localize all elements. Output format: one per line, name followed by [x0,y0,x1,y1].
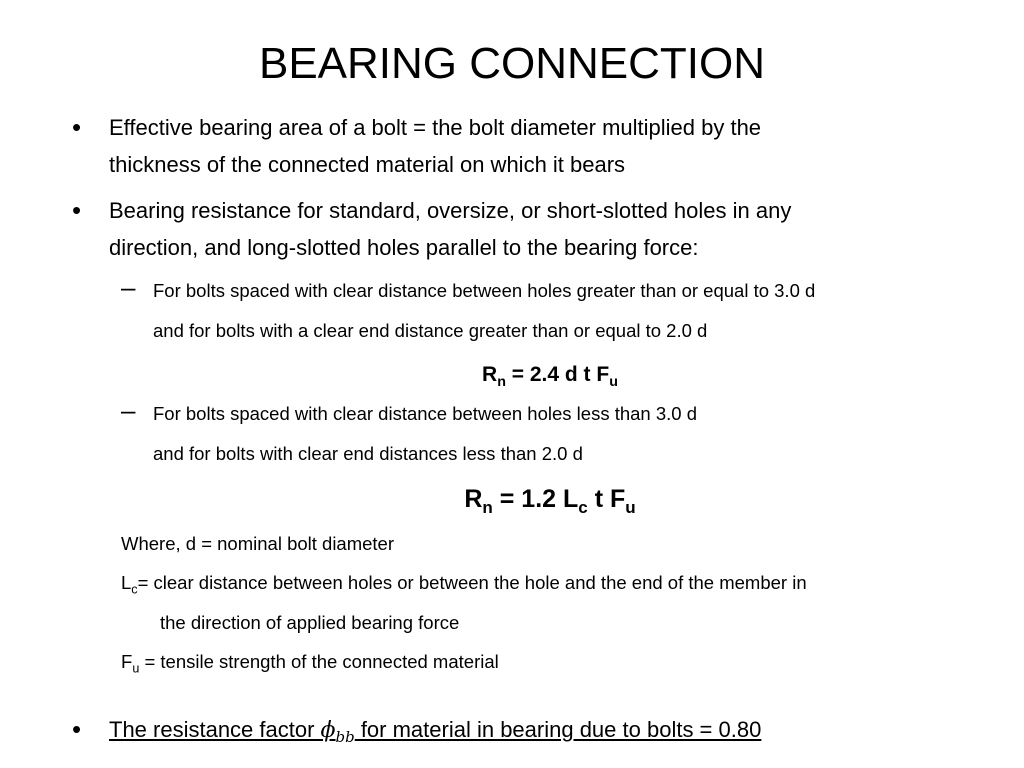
subitem-large-spacing [121,271,1013,351]
subitem-line: For bolts spaced with clear distance between holes greater than or equal to 3.0 d [153,280,816,301]
resistance-factor-text [109,717,762,747]
resistance-factor-text-after: for material in bearing due to bolts = 0.80 [354,717,762,742]
formula-symbol: R [482,363,498,386]
subitem-line: and for bolts with a clear end distance greater than or equal to 2.0 d [153,320,708,341]
resistance-factor-text-before: The resistance factor [109,717,321,742]
where-fu-definition [121,650,499,674]
formula-text: t F [587,485,626,513]
bullet-dot: • [72,714,82,744]
bullet-dot: • [72,112,82,142]
definition-subscript: u [132,661,140,676]
where-lc-definition-continued: the direction of applied bearing force [160,612,460,633]
bullet-line: Effective bearing area of a bolt = the bolt diameter multiplied by the [109,115,762,140]
definition-subscript: c [131,582,138,597]
formula-rn-1-2 [400,482,700,516]
formula-text: = 1.2 L [492,485,579,513]
phi-symbol: ϕ [320,718,336,743]
slide-title: BEARING CONNECTION [258,39,766,88]
subitem-line: For bolts spaced with clear distance between holes less than 3.0 d [153,403,698,424]
phi-subscript: bb [335,728,355,747]
definition-symbol: F [121,651,133,672]
definition-text: = clear distance between holes or between the hole and the end of the member in [137,572,807,593]
bullet-line: Bearing resistance for standard, oversize, or short-slotted holes in any [109,198,792,223]
bullet-dot: • [72,195,82,225]
formula-text: = 2.4 d t F [505,363,610,386]
bullet-resistance-factor [72,711,989,749]
subitem-small-spacing [121,394,1013,474]
where-lc-definition [121,571,807,595]
subitem-line: and for bolts with clear end distances less than 2.0 d [153,443,583,464]
formula-subscript: u [625,497,636,517]
bullet-bearing-resistance [72,192,989,266]
definition-text: = tensile strength of the connected material [139,651,499,672]
bullet-line: direction, and long-slotted holes parallel to the bearing force: [109,235,699,260]
formula-subscript: u [609,373,618,390]
bullet-effective-bearing-area [72,109,989,183]
formula-subscript: n [482,497,493,517]
definition-symbol: L [121,572,132,593]
bullet-line: thickness of the connected material on which it bears [109,152,626,177]
formula-symbol: R [464,485,483,513]
formula-subscript: n [497,373,506,390]
subitem-dash: – [121,395,136,425]
formula-subscript: c [578,497,588,517]
formula-rn-2-4 [400,360,700,390]
subitem-dash: – [121,272,136,302]
where-nominal-diameter: Where, d = nominal bolt diameter [121,533,395,554]
